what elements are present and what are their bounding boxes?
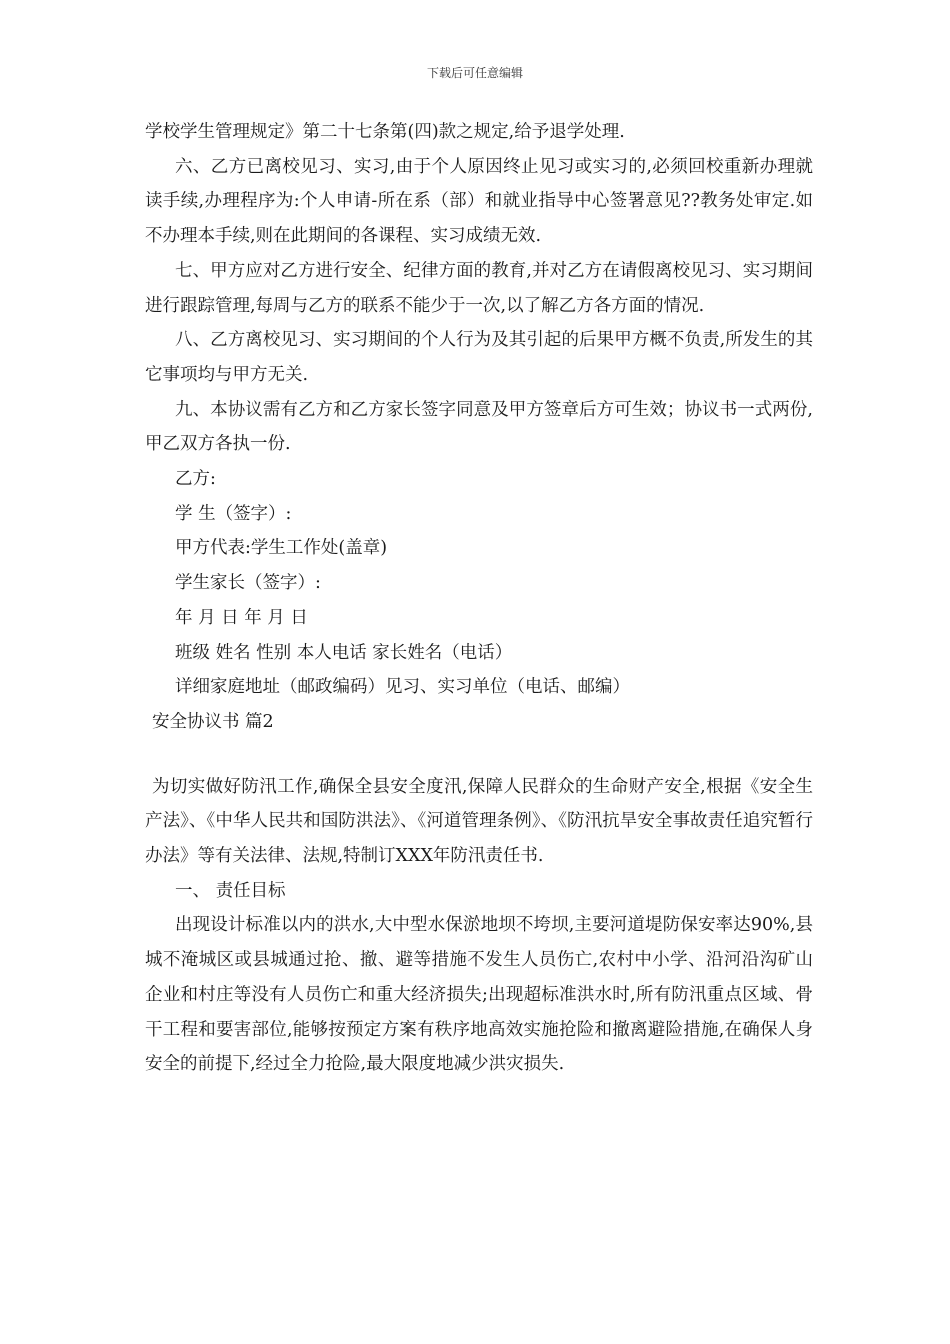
clause-6: 六、乙方已离校见习、实习,由于个人原因终止见习或实习的,必须回校重新办理就读手续,办理程序为:个人申请-所在系（部）和就业指导中心签署意见??教务处审定.如不办理本手续,则在此期间的各课程、实习成绩无效. [145,156,813,247]
info-fields-1: 班级 姓名 性别 本人电话 家长姓名（电话） [175,642,513,663]
clause-8: 八、乙方离校见习、实习期间的个人行为及其引起的后果甲方概不负责,所发生的其它事项均与甲方无关. [145,330,813,385]
clause-9: 九、本协议需有乙方和乙方家长签字同意及甲方签章后方可生效；协议书一式两份,甲乙双方各执一份. [145,399,813,455]
item-1-heading: 一、 责任目标 [175,880,286,901]
item-1-body: 出现设计标准以内的洪水,大中型水保淤地坝不垮坝,主要河道堤防保安率达90%,县城不淹城区或县城通过抢、撤、避等措施不发生人员伤亡,农村中小学、沿河沿沟矿山企业和村庄等没有人员伤亡和重大经济损失;出现超标准洪水时,所有防汛重点区域、骨干工程和要害部位,能够按预定方案有秩序地高效实施抢险和撤离避险措施,在确保人身安全的前提下,经过全力抢险,最大限度地减少洪灾损失. [145,915,813,1075]
signature-party-a-rep: 甲方代表:学生工作处(盖章) [175,538,388,559]
section-title: 安全协议书 篇2 [152,711,274,732]
document-body [145,115,813,1082]
spacer [145,740,813,770]
signature-student: 学 生（签字）: [175,503,292,524]
paragraph-continuation: 学校学生管理规定》第二十七条第(四)款之规定,给予退学处理. [145,122,625,142]
signature-parent: 学生家长（签字）: [175,573,321,594]
page-header: 下载后可任意编辑 [426,66,523,80]
section-intro: 为切实做好防汛工作,确保全县安全度汛,保障人民群众的生命财产安全,根据《安全生产法》、《中华人民共和国防洪法》、《河道管理条例》、《防汛抗旱安全事故责任追究暂行办法》等有关法律、法规,特制订XXX年防汛责任书. [145,776,813,867]
signature-date: 年 月 日 年 月 日 [175,607,308,628]
clause-7: 七、甲方应对乙方进行安全、纪律方面的教育,并对乙方在请假离校见习、实习期间进行跟踪管理,每周与乙方的联系不能少于一次,以了解乙方各方面的情况. [145,260,813,316]
signature-party-b: 乙方: [175,469,216,490]
info-fields-2: 详细家庭地址（邮政编码）见习、实习单位（电话、邮编） [175,677,630,698]
